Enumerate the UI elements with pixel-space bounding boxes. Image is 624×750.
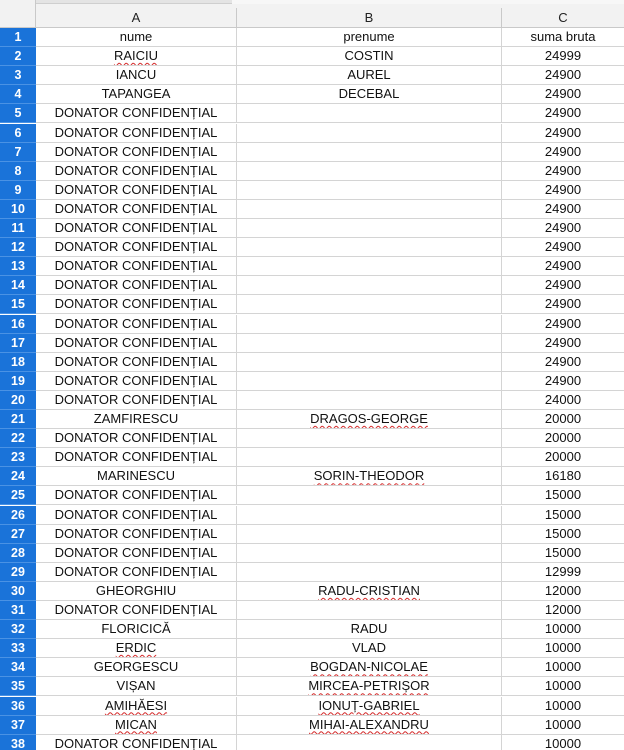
cell-suma-bruta[interactable]	[502, 563, 624, 582]
table-row	[0, 200, 624, 219]
cell-nume[interactable]	[36, 200, 237, 219]
cell-prenume[interactable]	[237, 47, 502, 66]
table-row	[0, 544, 624, 563]
cell-prenume[interactable]	[237, 200, 502, 219]
cell-suma-bruta-text: 24900	[544, 200, 582, 216]
cell-prenume[interactable]	[237, 410, 502, 429]
cell-suma-bruta-text: 10000	[544, 640, 582, 656]
cell-prenume[interactable]	[237, 544, 502, 563]
cell-nume[interactable]	[36, 181, 237, 200]
cell-nume-text: DONATOR CONFIDENȚIAL	[54, 200, 218, 216]
cell-nume[interactable]	[36, 28, 237, 47]
cell-prenume[interactable]	[237, 66, 502, 85]
cell-nume[interactable]	[36, 66, 237, 85]
table-row	[0, 124, 624, 143]
cell-suma-bruta-text: 10000	[544, 697, 582, 713]
row-header[interactable]: 20	[0, 391, 36, 410]
table-row	[0, 448, 624, 467]
cell-suma-bruta[interactable]	[502, 525, 624, 544]
cell-suma-bruta[interactable]	[502, 486, 624, 505]
cell-suma-bruta-text: 20000	[544, 449, 582, 465]
cell-suma-bruta-text: 12000	[544, 602, 582, 617]
cell-nume[interactable]	[36, 238, 237, 257]
cell-prenume-text: SORIN-THEODOR	[313, 468, 425, 484]
cell-nume[interactable]	[36, 563, 237, 582]
cell-nume[interactable]	[36, 716, 237, 735]
row-header[interactable]: 31	[0, 601, 36, 620]
cell-suma-bruta-text: 12999	[544, 563, 582, 579]
cell-nume-text: nume	[119, 29, 153, 44]
cell-prenume[interactable]	[237, 429, 502, 448]
cell-nume-text: AMIHĂESI	[104, 697, 168, 713]
cell-suma-bruta-text: 10000	[544, 735, 582, 750]
cell-suma-bruta[interactable]	[502, 334, 624, 353]
table-row	[0, 334, 624, 353]
table-row	[0, 601, 624, 620]
cell-prenume-text: IONUȚ-GABRIEL	[318, 697, 420, 713]
cell-nume[interactable]	[36, 658, 237, 677]
cell-suma-bruta[interactable]	[502, 353, 624, 372]
row-header[interactable]: 19	[0, 372, 36, 391]
table-row	[0, 677, 624, 696]
cell-prenume-text: DRAGOS-GEORGE	[310, 411, 428, 426]
row-header[interactable]: 29	[0, 563, 36, 582]
cell-suma-bruta[interactable]	[502, 162, 624, 181]
row-header[interactable]: 24	[0, 467, 36, 486]
row-header[interactable]: 22	[0, 429, 36, 448]
row-header[interactable]: 21	[0, 410, 36, 429]
table-row	[0, 716, 624, 735]
table-row	[0, 162, 624, 181]
cell-suma-bruta[interactable]	[502, 544, 624, 563]
cell-suma-bruta[interactable]	[502, 429, 624, 448]
cell-prenume-text: prenume	[343, 29, 395, 44]
cell-suma-bruta[interactable]	[502, 257, 624, 276]
cell-prenume[interactable]	[237, 486, 502, 505]
cell-prenume-text: RADU	[350, 621, 388, 637]
table-row	[0, 47, 624, 66]
cell-suma-bruta[interactable]	[502, 238, 624, 257]
cell-suma-bruta-text: 24900	[544, 86, 582, 102]
table-row	[0, 563, 624, 582]
cell-nume[interactable]	[36, 582, 237, 601]
cell-prenume-text: RADU-CRISTIAN	[318, 582, 420, 598]
cell-suma-bruta[interactable]	[502, 391, 624, 410]
table-row	[0, 525, 624, 544]
cell-suma-bruta[interactable]	[502, 620, 624, 639]
cell-suma-bruta-text: 15000	[544, 525, 582, 541]
cell-suma-bruta[interactable]	[502, 467, 624, 486]
row-header[interactable]: 32	[0, 620, 36, 639]
cell-nume[interactable]	[36, 410, 237, 429]
table-row	[0, 315, 624, 334]
cell-nume[interactable]	[36, 124, 237, 143]
table-row	[0, 735, 624, 750]
select-all-corner[interactable]	[0, 0, 36, 28]
cell-suma-bruta[interactable]	[502, 104, 624, 123]
table-row	[0, 143, 624, 162]
cell-nume-text: DONATOR CONFIDENȚIAL	[54, 124, 218, 140]
cell-suma-bruta-text: 24900	[544, 239, 582, 255]
cell-nume-text: MICAN	[115, 716, 157, 732]
table-row	[0, 372, 624, 391]
cell-nume[interactable]	[36, 697, 237, 716]
cell-nume-text: DONATOR CONFIDENȚIAL	[54, 162, 218, 178]
cell-nume[interactable]	[36, 315, 237, 334]
cell-nume-text: DONATOR CONFIDENȚIAL	[54, 391, 218, 407]
cell-prenume[interactable]	[237, 104, 502, 123]
table-row	[0, 219, 624, 238]
table-row	[0, 506, 624, 525]
cell-prenume-text: DECEBAL	[338, 86, 400, 102]
cell-nume-text: DONATOR CONFIDENȚIAL	[54, 143, 218, 159]
row-header[interactable]: 6	[0, 124, 36, 143]
cell-suma-bruta-text: 24900	[544, 334, 582, 350]
row-header[interactable]: 30	[0, 582, 36, 601]
cell-prenume[interactable]	[237, 697, 502, 716]
cell-suma-bruta[interactable]	[502, 677, 624, 696]
cell-prenume[interactable]	[237, 391, 502, 410]
cell-suma-bruta-text: 24900	[544, 315, 582, 331]
cell-prenume-text: MIHAI-ALEXANDRU	[309, 716, 429, 732]
cell-nume-text: DONATOR CONFIDENȚIAL	[54, 258, 218, 274]
cell-nume-text: FLORICICĂ	[101, 621, 171, 637]
cell-suma-bruta-text: 20000	[544, 411, 582, 426]
cell-suma-bruta[interactable]	[502, 124, 624, 143]
cell-suma-bruta[interactable]	[502, 200, 624, 219]
table-row	[0, 85, 624, 104]
cell-nume[interactable]	[36, 353, 237, 372]
table-row	[0, 620, 624, 639]
table-row	[0, 257, 624, 276]
cell-suma-bruta[interactable]	[502, 276, 624, 295]
cell-suma-bruta[interactable]	[502, 47, 624, 66]
cell-nume-text: DONATOR CONFIDENȚIAL	[54, 277, 218, 293]
cell-nume-text: TAPANGEA	[101, 86, 171, 102]
cell-nume-text: ZAMFIRESCU	[93, 411, 179, 426]
cell-suma-bruta-text: 24900	[544, 162, 582, 178]
row-header[interactable]: 16	[0, 315, 36, 334]
cell-prenume[interactable]	[237, 467, 502, 486]
cell-nume-text: DONATOR CONFIDENȚIAL	[54, 334, 218, 350]
cell-prenume[interactable]	[237, 716, 502, 735]
cell-prenume[interactable]	[237, 257, 502, 276]
cell-suma-bruta-text: 24900	[544, 181, 582, 197]
row-header[interactable]: 34	[0, 658, 36, 677]
cell-suma-bruta[interactable]	[502, 181, 624, 200]
cell-nume-text: GHEORGHIU	[95, 582, 177, 598]
cell-nume-text: DONATOR CONFIDENȚIAL	[54, 372, 218, 388]
table-row	[0, 429, 624, 448]
cell-prenume[interactable]	[237, 582, 502, 601]
cell-nume-text: DONATOR CONFIDENȚIAL	[54, 239, 218, 255]
cell-nume-text: DONATOR CONFIDENȚIAL	[54, 105, 218, 121]
cell-prenume[interactable]	[237, 506, 502, 525]
cell-suma-bruta[interactable]	[502, 697, 624, 716]
row-header[interactable]: 7	[0, 143, 36, 162]
row-header[interactable]: 25	[0, 486, 36, 505]
row-header[interactable]: 36	[0, 697, 36, 716]
cell-suma-bruta[interactable]	[502, 448, 624, 467]
row-header[interactable]: 15	[0, 295, 36, 314]
column-header-b[interactable]: B	[237, 8, 502, 28]
cell-nume[interactable]	[36, 639, 237, 658]
cell-suma-bruta[interactable]	[502, 66, 624, 85]
cell-nume-text: RAICIU	[113, 48, 159, 64]
cell-prenume[interactable]	[237, 334, 502, 353]
row-header[interactable]: 35	[0, 677, 36, 696]
table-row	[0, 697, 624, 716]
table-row	[0, 181, 624, 200]
cell-prenume[interactable]	[237, 620, 502, 639]
cell-prenume[interactable]	[237, 219, 502, 238]
cell-prenume[interactable]	[237, 124, 502, 143]
row-header[interactable]: 28	[0, 544, 36, 563]
cell-prenume[interactable]	[237, 658, 502, 677]
row-header[interactable]: 18	[0, 353, 36, 372]
cell-suma-bruta-text: 15000	[544, 506, 582, 522]
row-header[interactable]: 2	[0, 47, 36, 66]
cell-suma-bruta[interactable]	[502, 219, 624, 238]
cell-nume[interactable]	[36, 429, 237, 448]
cell-nume[interactable]	[36, 677, 237, 696]
row-header[interactable]: 14	[0, 276, 36, 295]
cell-nume-text: GEORGESCU	[93, 659, 179, 675]
cell-suma-bruta-text: 15000	[544, 487, 582, 503]
cell-prenume-text: VLAD	[352, 640, 386, 656]
cell-nume-text: DONATOR CONFIDENȚIAL	[54, 220, 218, 235]
cell-prenume-text: AUREL	[347, 67, 391, 83]
cell-prenume[interactable]	[237, 28, 502, 47]
table-row	[0, 467, 624, 486]
cell-suma-bruta-text: 10000	[544, 678, 582, 694]
cell-suma-bruta-text: 24999	[544, 48, 582, 64]
cell-prenume[interactable]	[237, 162, 502, 181]
row-header[interactable]: 3	[0, 66, 36, 85]
table-row	[0, 391, 624, 410]
cell-suma-bruta-text: 24000	[544, 391, 582, 407]
cell-prenume[interactable]	[237, 525, 502, 544]
cell-nume[interactable]	[36, 85, 237, 104]
row-header[interactable]: 26	[0, 506, 36, 525]
row-header[interactable]: 9	[0, 181, 36, 200]
table-row	[0, 353, 624, 372]
cell-prenume[interactable]	[237, 295, 502, 314]
cell-suma-bruta-text: 24900	[544, 258, 582, 274]
cell-prenume-text: COSTIN	[344, 48, 394, 64]
cell-suma-bruta-text: 24900	[544, 67, 582, 83]
cell-nume-text: ERDIC	[115, 640, 157, 656]
row-header[interactable]: 8	[0, 162, 36, 181]
cell-nume[interactable]	[36, 601, 237, 620]
row-header[interactable]: 27	[0, 525, 36, 544]
table-row	[0, 66, 624, 85]
cell-suma-bruta[interactable]	[502, 716, 624, 735]
cell-suma-bruta-text: 24900	[544, 124, 582, 140]
row-header[interactable]: 12	[0, 238, 36, 257]
cell-nume-text: DONATOR CONFIDENȚIAL	[54, 353, 218, 369]
table-row	[0, 238, 624, 257]
cell-nume[interactable]	[36, 295, 237, 314]
cell-nume-text: DONATOR CONFIDENȚIAL	[54, 449, 218, 465]
cell-prenume[interactable]	[237, 735, 502, 750]
cell-suma-bruta-text: 24900	[544, 105, 582, 121]
cell-nume-text: DONATOR CONFIDENȚIAL	[54, 602, 218, 617]
cell-nume-text: VIȘAN	[116, 678, 156, 694]
cell-nume-text: DONATOR CONFIDENȚIAL	[54, 563, 218, 579]
cell-suma-bruta-text: 16180	[544, 468, 582, 484]
table-row	[0, 582, 624, 601]
cell-suma-bruta[interactable]	[502, 639, 624, 658]
row-header[interactable]: 1	[0, 28, 36, 47]
cell-nume-text: DONATOR CONFIDENȚIAL	[54, 487, 218, 503]
cell-suma-bruta[interactable]	[502, 315, 624, 334]
cell-prenume[interactable]	[237, 315, 502, 334]
cell-nume[interactable]	[36, 143, 237, 162]
cell-nume-text: DONATOR CONFIDENȚIAL	[54, 430, 218, 446]
cell-nume[interactable]	[36, 525, 237, 544]
cell-suma-bruta[interactable]	[502, 601, 624, 620]
row-header[interactable]: 13	[0, 257, 36, 276]
cell-prenume[interactable]	[237, 85, 502, 104]
cell-suma-bruta-text: 24900	[544, 220, 582, 235]
row-header[interactable]: 37	[0, 716, 36, 735]
cell-prenume[interactable]	[237, 563, 502, 582]
cell-nume-text: IANCU	[115, 67, 157, 83]
cell-nume[interactable]	[36, 735, 237, 750]
cell-suma-bruta[interactable]	[502, 410, 624, 429]
cell-nume[interactable]	[36, 219, 237, 238]
table-row	[0, 28, 624, 47]
cell-prenume-text: MIRCEA-PETRIȘOR	[308, 678, 430, 694]
cell-nume[interactable]	[36, 486, 237, 505]
cell-nume[interactable]	[36, 257, 237, 276]
column-header-a[interactable]: A	[36, 8, 237, 28]
cell-suma-bruta[interactable]	[502, 372, 624, 391]
cell-suma-bruta-text: 12000	[544, 582, 582, 598]
table-row	[0, 295, 624, 314]
cell-suma-bruta-text: 24900	[544, 353, 582, 369]
row-header[interactable]: 11	[0, 219, 36, 238]
cell-suma-bruta-text: 24900	[544, 296, 582, 312]
cell-nume[interactable]	[36, 620, 237, 639]
cell-nume[interactable]	[36, 104, 237, 123]
row-header[interactable]: 38	[0, 735, 36, 750]
cell-nume-text: DONATOR CONFIDENȚIAL	[54, 315, 218, 331]
row-header[interactable]: 4	[0, 85, 36, 104]
cell-nume-text: DONATOR CONFIDENȚIAL	[54, 296, 218, 312]
row-header[interactable]: 10	[0, 200, 36, 219]
cell-nume[interactable]	[36, 391, 237, 410]
cell-prenume-text: BOGDAN-NICOLAE	[310, 659, 428, 675]
cell-nume[interactable]	[36, 467, 237, 486]
cell-prenume[interactable]	[237, 143, 502, 162]
table-row	[0, 104, 624, 123]
cell-suma-bruta-text: 20000	[544, 430, 582, 446]
cell-suma-bruta-text: 24900	[544, 277, 582, 293]
cell-nume-text: DONATOR CONFIDENȚIAL	[54, 525, 218, 541]
cell-nume[interactable]	[36, 162, 237, 181]
cell-nume[interactable]	[36, 448, 237, 467]
cell-suma-bruta[interactable]	[502, 506, 624, 525]
cell-prenume[interactable]	[237, 448, 502, 467]
cell-suma-bruta[interactable]	[502, 85, 624, 104]
cell-prenume[interactable]	[237, 276, 502, 295]
cell-suma-bruta-text: 10000	[544, 621, 582, 637]
cell-suma-bruta[interactable]	[502, 295, 624, 314]
table-row	[0, 410, 624, 429]
row-header[interactable]: 17	[0, 334, 36, 353]
cell-nume-text: DONATOR CONFIDENȚIAL	[54, 506, 218, 522]
cell-suma-bruta-text: 15000	[544, 544, 582, 560]
cell-nume[interactable]	[36, 334, 237, 353]
cell-nume-text: MARINESCU	[96, 468, 175, 484]
cell-suma-bruta[interactable]	[502, 582, 624, 601]
row-header[interactable]: 23	[0, 448, 36, 467]
cell-suma-bruta-text: 24900	[544, 143, 582, 159]
cell-nume-text: DONATOR CONFIDENȚIAL	[54, 544, 218, 560]
column-header-c[interactable]: C	[502, 8, 624, 28]
cell-suma-bruta[interactable]	[502, 658, 624, 677]
cell-suma-bruta-text: 10000	[544, 659, 582, 675]
cell-prenume[interactable]	[237, 181, 502, 200]
cell-prenume[interactable]	[237, 353, 502, 372]
table-row	[0, 658, 624, 677]
cell-prenume[interactable]	[237, 639, 502, 658]
cell-nume[interactable]	[36, 506, 237, 525]
cell-suma-bruta-text: 24900	[544, 372, 582, 388]
cell-suma-bruta[interactable]	[502, 735, 624, 750]
cell-suma-bruta[interactable]	[502, 143, 624, 162]
table-row	[0, 276, 624, 295]
table-row	[0, 639, 624, 658]
row-header[interactable]: 33	[0, 639, 36, 658]
cell-nume[interactable]	[36, 372, 237, 391]
cell-nume-text: DONATOR CONFIDENȚIAL	[54, 181, 218, 197]
cell-nume-text: DONATOR CONFIDENȚIAL	[54, 735, 218, 750]
cell-suma-bruta[interactable]	[502, 28, 624, 47]
cell-prenume[interactable]	[237, 372, 502, 391]
cell-nume[interactable]	[36, 276, 237, 295]
row-header[interactable]: 5	[0, 104, 36, 123]
cell-nume[interactable]	[36, 544, 237, 563]
cell-suma-bruta-text: suma bruta	[530, 29, 596, 44]
cell-prenume[interactable]	[237, 677, 502, 696]
cell-suma-bruta-text: 10000	[544, 716, 582, 732]
cell-nume[interactable]	[36, 47, 237, 66]
cell-prenume[interactable]	[237, 601, 502, 620]
cell-prenume[interactable]	[237, 238, 502, 257]
table-row	[0, 486, 624, 505]
